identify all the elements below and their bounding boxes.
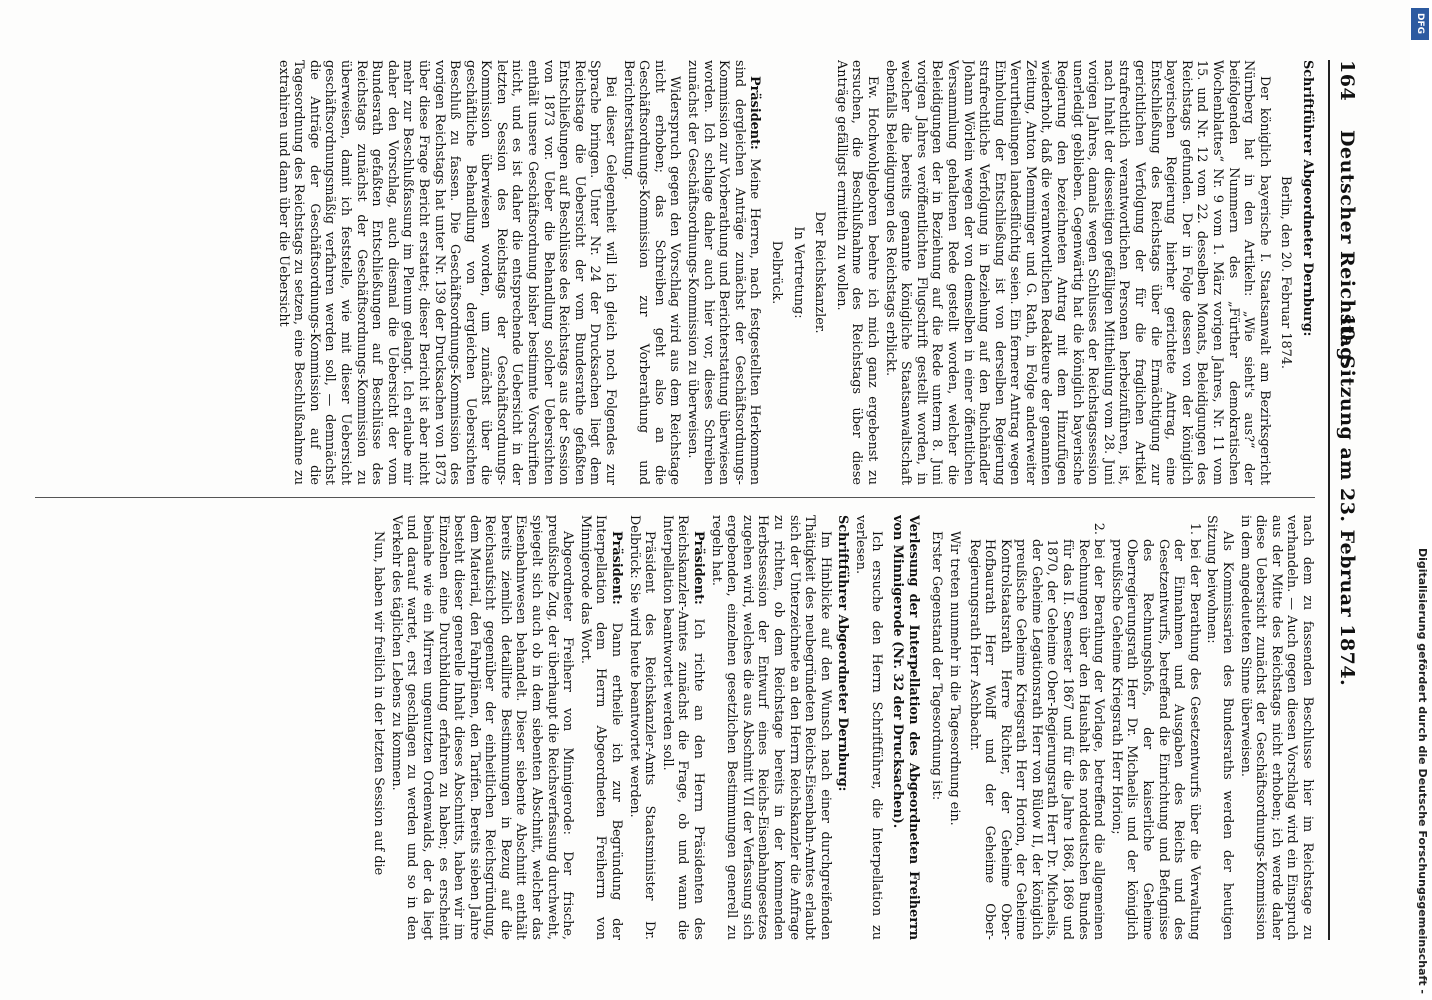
paragraph: Präsident des Reichskanzler-Amts Staatsminister Dr. Delbrück: Sie wird heute beantwortet werden. <box>626 515 658 940</box>
dfg-logo: DFG <box>1411 8 1429 40</box>
signature-title: Der Reichskanzler. <box>812 211 828 334</box>
paragraph: Ich ersuche den Herrn Schriftführer, die Interpellation zu verlesen. <box>852 515 884 940</box>
paragraph: Wir treten nunmehr in die Tagesordnung ein. <box>946 531 962 826</box>
paragraph-text: Meine Herren, nach festgestellten Herkommen sind dergleichen Anträge zunächst der Geschäftsordnungs-Kommission zur Vorberathung und Berichterstattung überwiesen worden. Ich schlage daher auch hier vor, dieses Schreiben zunächst der Geschäftsordnungs-Kommission zu überweisen. <box>685 60 763 485</box>
paragraph <box>659 515 706 940</box>
commissioner-list <box>966 515 1202 940</box>
speaker-label: Schriftführer Abgeordneter Dernburg: <box>835 515 851 792</box>
paragraph: Ew. Hochwohlgeboren beehre ich mich ganz ergebenst zu ersuchen, die Beschlußnahme des Reichstags über diese Anträge gefälligst ermitteln zu wollen. <box>833 60 880 485</box>
digitization-note: Digitalisierung gefördert durch die Deutsche Forschungsgemeinschaft - <box>1416 547 1429 994</box>
signature-name: Delbrück. <box>769 240 784 305</box>
left-column <box>35 60 1315 485</box>
dateline: Berlin, den 20. Februar 1874. <box>1278 176 1294 369</box>
paragraph: Widerspruch gegen den Vorschlag wird aus dem Reichstage nicht erhoben; das Schreiben geht also an die Geschäftsordnungs-Kommission zur Vorberathung und Berichterstattung. <box>620 60 683 485</box>
paragraph: nach dem zu fassenden Beschlusse hier im Reichstage zu verhandeln. — Auch gegen diesen Vorschlag wird ein Einspruch aus der Mitte des Reichstags nicht erhoben; ich werde daher diese Uebersicht zunächst der Geschäftsordnungs-Kommission in dem angedeuteten Sinne überweisen. <box>1237 515 1315 940</box>
page-number: 164 <box>1336 60 1358 102</box>
page-header <box>1328 60 1370 940</box>
paragraph: Als Kommissarien des Bundesraths werden der heutigen Sitzung beiwohnen: <box>1204 515 1236 940</box>
paragraph: Bei dieser Gelegenheit will ich gleich noch Folgendes zur Sprache bringen. Unter Nr. 24 der Drucksachen liegt dem Reichstage die Uebersicht der vom Bundesrathe gefaßten Entschließungen auf Beschlüsse des Reichstags aus der Session von 1873 vor. Ueber die Behandlung solcher Uebersichten enthält unsere Geschäftsordnung bisher bestimmte Vorschriften nicht, und es ist daher die entsprechende Uebersicht in der letzten Session des Reichstags der Geschäftsordnungs-Kommission überwiesen worden, um zunächst über die geschäftliche Behandlung von dergleichen Uebersichten Beschluß zu fassen. Die Geschäftsordnungs-Kommission des vorigen Reichstags hat unter Nr. 139 der Drucksachen von 1873 über diese Frage Bericht erstattet; dieser Bericht ist aber nicht mehr zur Beschlußfassung im Plenum gelangt. Ich erlaube mir daher den Vorschlag, auch diesmal die Uebersicht der vom Bundesrath gefaßten Entschließungen auf Beschlüsse des Reichstags zunächst der Geschäftsordnungs-Kommission zu überweisen, damit ich feststelle, wie mit dieser Uebersicht geschäftsordnungsmäßig verfahren werden soll, — demnächst die Anträge der Geschäftsordnungs-Kommission auf die Tagesordnung des Reichstags zu setzen, eine Beschlußnahme zu extrahiren und dann über die Uebersicht <box>275 60 619 485</box>
speaker-label: Schriftführer Abgeordneter Dernburg: <box>1300 60 1315 337</box>
column-divider <box>35 497 1315 498</box>
paragraph: Erster Gegenstand der Tagesordnung ist: <box>929 531 945 801</box>
agenda-heading: Verlesung der Interpellation des Abgeordneten Freiherrn von Minnigerode (Nr. 32 der Drucksachen). <box>890 515 921 940</box>
speaker-label: Präsident: <box>747 76 763 150</box>
right-column <box>35 515 1315 940</box>
paragraph-text: Dann ertheile ich zur Begründung der Interpellation dem Herrn Abgeordneten Freiherrn von Minnigerode das Wort. <box>577 515 625 940</box>
publication-title: Deutscher Reichstag. <box>1336 130 1358 369</box>
paragraph-text: Ich richte an den Herrn Präsidenten des Reichskanzler-Amtes zunächst die Frage, ob und wann die Interpellation beantwortet werden soll. <box>659 515 707 940</box>
paragraph: Der königlich bayerische I. Staatsanwalt am Bezirksgericht Nürnberg hat in den Artikeln: „Wie sieht's aus?“ der beifolgenden Nummern des „Fürther demokratischen Wochenblattes“ Nr. 9 vom 1. März vorigen Jahres, Nr. 11 vom 15. und Nr. 12 vom 22. desselben Monats, Beleidigungen des Reichstags gefunden. Der in Folge dessen von der königlich bayerischen Regierung hierher gerichtete Antrag, eine Entschließung des Reichstags über die Ermächtigung zur gerichtlichen Verfolgung der für die fraglichen Artikel strafrechtlich verantwortlichen Personen herbeizuführen, ist, nach Inhalt der diesseitigen gefälligen Mittheilung vom 28. Juni vorigen Jahres, damals wegen Schlusses der Reichstagssession unerledigt geblieben. Gegenwärtig hat die königlich bayerische Regierung den bezeichneten Antrag mit dem Hinzufügen wiederholt, daß die verantwortlichen Redakteure der genannten Zeitung, Anton Memminger und G. Rath, in Folge anderweiter Verurtheilungen landesflüchtig seien. Ein fernerer Antrag wegen Einholung der Entschließung ist von derselben Regierung strafrechtliche Verfolgung in Beziehung auf den Buchhändler Johann Wörlein wegen der von demselben in einer öffentlichen Versammlung gehaltenen Rede gestellt worden, welcher die Beleidigungen der in Beziehung auf die Rede unterm 8. Juni vorigen Jahres veröffentlichten Flugschrift gestellt worden, in welcher die bereits genannte königliche Staatsanwaltschaft ebenfalls Beleidigungen des Reichstags erblickt. <box>882 60 1272 485</box>
signature-line: In Vertretung: <box>790 226 806 319</box>
list-item: 1. bei der Berathung des Gesetzentwurfs über die Verwaltung der Einnahmen und Ausgaben des Reichs und des Gesetzentwurfs, betreffend die Einrichtung und Befugnisse des Rechnungshofs, der kaiserliche Geheime Oberregierungsrath Herr Dr. Michaelis und der königlich preußische Geheime Kriegsrath Herr Horion; <box>1108 539 1202 940</box>
speaker-label: Präsident: <box>691 531 707 605</box>
digitization-sidebar <box>1410 0 1432 1000</box>
paragraph: Abgeordneter Freiherr von Minnigerode: Der frische, preußische Zug, der überhaupt die Reichsverfassung durchweht, spiegelt sich auch ob in dem siebenten Abschnitt, welcher das Eisenbahnwesen behandelt. Dieser siebente Abschnitt enthält bereits ziemlich detaillirte Bestimmungen in Bezug auf die Reichsaufsicht gegenüber der einheitlichen Reichsgründung, dem Material, den Fahrplänen, den Tarifen. Bereits sieben Jahre besteht dieser generelle Inhalt dieses Abschnitts, haben wir im Einzelnen eine Durchbildung erfahren zu haben; es erscheint beinahe wie ein Mirren ungenutzten Ordenwalds, der da liegt und darauf wartet, erst geschlagen zu werden und so in den Verkehr des täglichen Lebens zu kommen. <box>388 515 576 940</box>
speaker-label: Präsident: <box>609 531 625 605</box>
session-title: 10. Sitzung am 23. Februar 1874. <box>1336 313 1358 687</box>
paragraph: Nun, haben wir freilich in der letzten Session auf die <box>371 531 387 876</box>
paragraph: Im Hinblicke auf den Wunsch nach einer durchgreifenden Thätigkeit des neubegründeten Reichs-Eisenbahn-Amtes erlaubt sich der Unterzeichnete an den Herrn Reichskanzler die Anfrage zu richten, ob dem Reichstage bereits in der kommenden Herbstsession der Entwurf eines Reichs-Eisenbahngesetzes zugehen wird, welches die aus Abschnitt VII der Verfassung sich ergebenden, einzelnen gesetzlichen Bestimmungen generell zu regeln hat. <box>708 515 833 940</box>
list-item: 2. bei der Berathung der Vorlage, betreffend die allgemeinen Rechnungen über den Haushalt des norddeutschen Bundes für das II. Semester 1867 und für die Jahre 1868, 1869 und 1870, der Geheime Ober-Regierungsrath Herr Dr. Michaelis, der Geheime Legationsrath Herr von Bülow II, der königlich preußische Geheime Kriegsrath Herr Horion, der Geheime Kontrolstaatsrath Herre Richter, der Geheime Ober-Hofbaurath Herr Wolff und der Geheime Ober-Regierungsrath Herr Aschbachr. <box>966 539 1106 940</box>
paragraph <box>684 60 762 485</box>
paragraph <box>577 515 624 940</box>
